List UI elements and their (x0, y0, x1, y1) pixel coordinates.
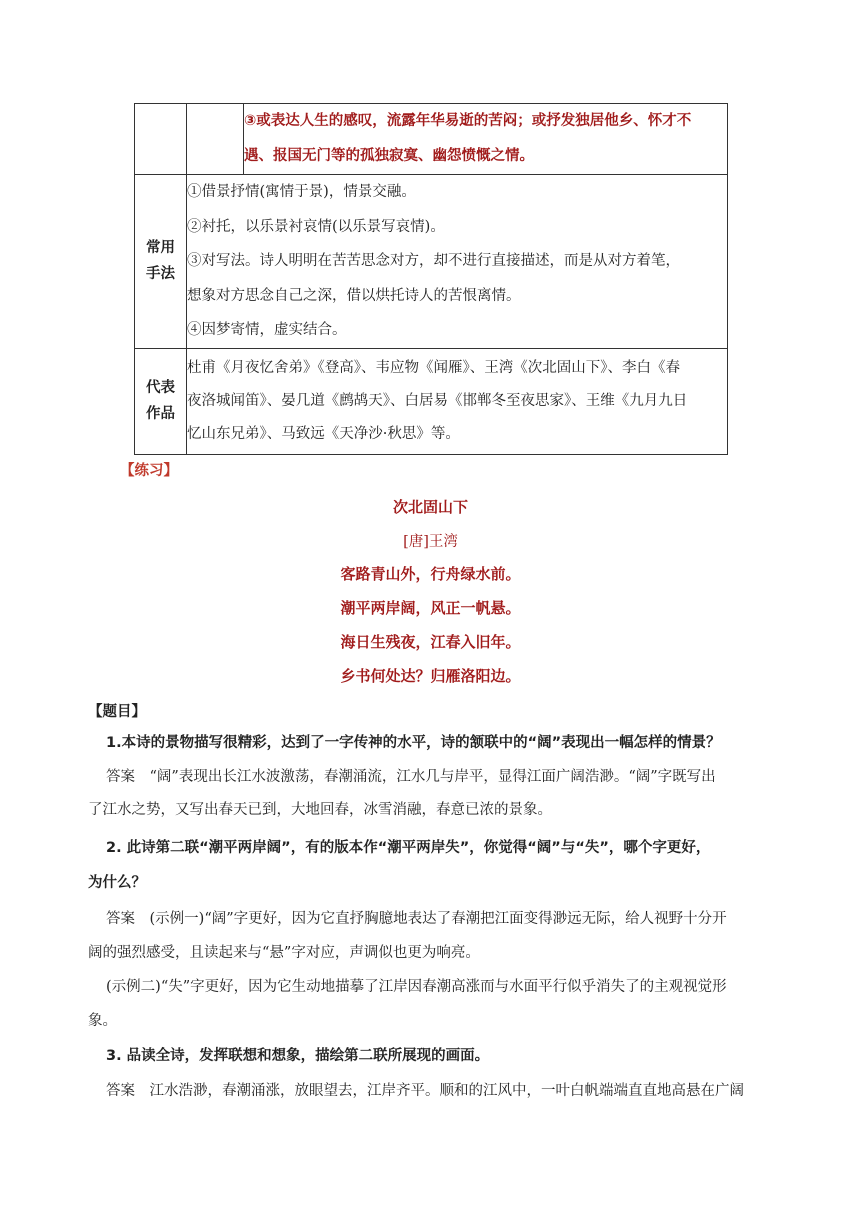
answer-1-line: 了江水之势，又写出春天已到，大地回春，冰雪消融，春意已浓的景象。 (88, 802, 552, 818)
table-text-line: 夜洛城闻笛》、晏几道《鹧鸪天》、白居易《邯郸冬至夜思家》、王维《九月九日 (187, 392, 688, 409)
table-text-line: ④因梦寄情，虚实结合。 (187, 322, 347, 338)
table-label-empty (135, 104, 187, 175)
table-text-line: 杜甫《月夜忆舍弟》《登高》、韦应物《闻雁》、王湾《次北固山下》、李白《春 (187, 359, 680, 376)
questions-label: 【题目】 (88, 704, 146, 720)
answer-2-line: (示例二)“失”字更好，因为它生动地描摹了江岸因春潮高涨而与水面平行似乎消失了的主观视觉形 (106, 979, 727, 995)
table-row (135, 104, 728, 175)
question-2-line: 为什么？ (88, 875, 146, 891)
poem-line: 乡书何处达？归雁洛阳边。 (340, 667, 521, 685)
table-text-line: ①借景抒情(寓情于景)，情景交融。 (187, 184, 416, 200)
table-text-line: ③或表达人生的感叹，流露年华易逝的苦闷；或抒发独居他乡、怀才不 (244, 113, 692, 129)
answer-1-line: 答案 “阔”表现出长江水波激荡，春潮涌流，江水几与岸平，显得江面广阔浩渺。“阔”字既写出 (106, 769, 716, 785)
poem-title: 次北固山下 (392, 498, 468, 516)
summary-table (134, 103, 728, 455)
poem-line: 客路青山外，行舟绿水前。 (340, 565, 521, 583)
table-label-techniques (135, 175, 187, 349)
poem-author: [唐]王湾 (403, 534, 458, 550)
table-text-line: ③对写法。诗人明明在苦苦思念对方，却不进行直接描述，而是从对方着笔， (187, 253, 680, 269)
table-row (135, 175, 728, 349)
poem-line: 海日生残夜，江春入旧年。 (340, 633, 521, 651)
answer-3-line: 答案 江水浩渺，春潮涌涨，放眼望去，江岸齐平。顺和的江风中，一叶白帆端端直直地高悬在广阔 (106, 1083, 744, 1099)
table-label-line: 常用 (146, 240, 175, 257)
question-1: 1.本诗的景物描写很精彩，达到了一字传神的水平，诗的颔联中的“阔”表现出一幅怎样的情景？ (106, 735, 721, 751)
table-label-line: 代表 (146, 380, 175, 396)
answer-2-line: 阔的强烈感受，且读起来与“悬”字对应，声调似也更为响亮。 (88, 945, 480, 961)
table-label-line: 作品 (146, 406, 175, 422)
table-text-line: ②衬托，以乐景衬哀情(以乐景写哀情)。 (187, 218, 445, 235)
poem-line: 潮平两岸阔，风正一帆悬。 (340, 599, 521, 617)
table-content-cell (187, 348, 728, 454)
question-2-line: 2. 此诗第二联“潮平两岸阔”，有的版本作“潮平两岸失”，你觉得“阔”与“失”，哪个字更好， (106, 840, 711, 856)
table-content-cell (187, 175, 728, 349)
table-text-line: 忆山东兄弟》、马致远《天净沙·秋思》等。 (187, 425, 460, 442)
table-row (135, 348, 728, 454)
table-cell-empty (187, 104, 244, 175)
table-label-works (135, 348, 187, 454)
table-content-cell (244, 104, 728, 175)
answer-2-line: 象。 (88, 1013, 117, 1029)
table-text-line: 遇、报国无门等的孤独寂寞、幽怨愤慨之情。 (244, 148, 534, 164)
table-label-line: 手法 (146, 266, 175, 283)
table-text-line: 想象对方思念自己之深，借以烘托诗人的苦恨离情。 (187, 287, 521, 304)
answer-2-line: 答案 (示例一)“阔”字更好，因为它直抒胸臆地表达了春潮把江面变得渺远无际，给人视野十分开 (106, 911, 727, 927)
practice-label: 【练习】 (120, 463, 178, 479)
question-3: 3. 品读全诗，发挥联想和想象，描绘第二联所展现的画面。 (106, 1048, 490, 1064)
